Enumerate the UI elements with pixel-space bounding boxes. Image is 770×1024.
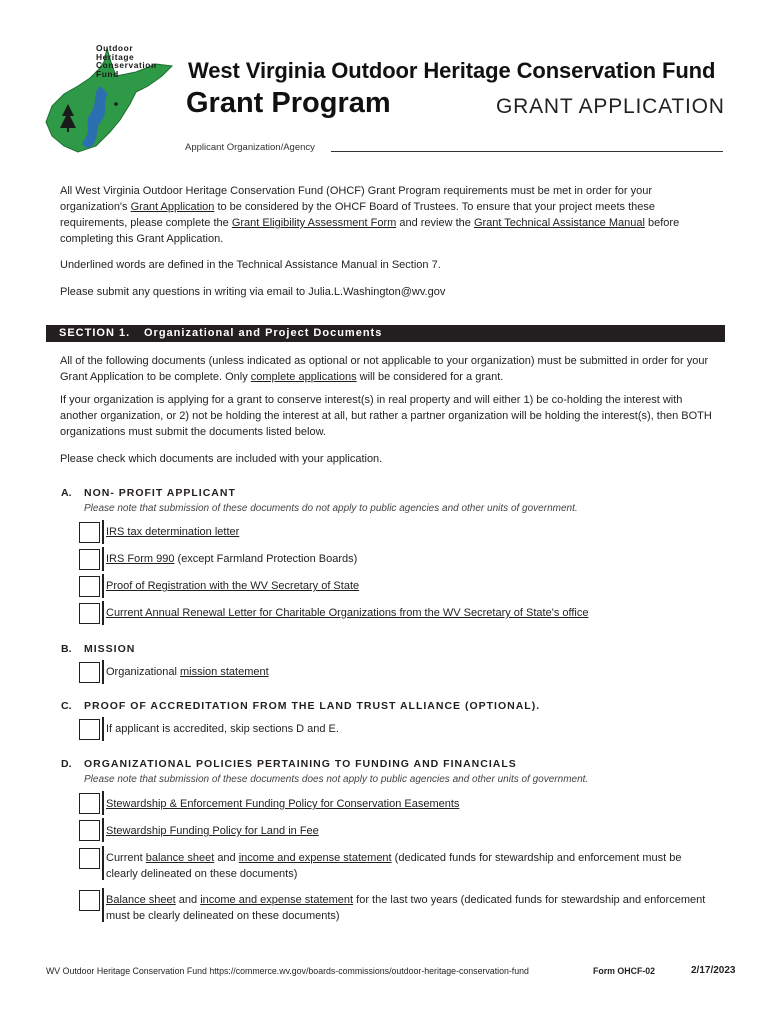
item-divider [102,888,104,922]
item-divider [102,574,104,598]
part-a-letter: A. [61,487,72,499]
logo-wordmark: Outdoor Heritage Conservation Fund [96,43,157,79]
contact-note: Please submit any questions in writing via email to Julia.L.Washington@wv.gov [60,286,446,298]
grant-application-link: Grant Application [130,201,215,213]
item-easement-policy: Stewardship & Enforcement Funding Policy for Conservation Easements [106,798,460,810]
footer-date: 2/17/2023 [691,965,736,976]
item-irs-letter: IRS tax determination letter [106,526,240,538]
section-title: Organizational and Project Documents [144,327,383,339]
program-subtitle: Grant Program [186,87,391,119]
part-a-heading: NON- PROFIT APPLICANT [84,487,236,499]
checkbox-land-fee-policy[interactable] [79,820,100,841]
checkbox-accreditation[interactable] [79,719,100,740]
part-d-note: Please note that submission of these documents does not apply to public agencies and other units of government. [84,774,589,785]
section-paragraph-3: Please check which documents are included with your application. [60,453,383,465]
section-paragraph-1: All of the following documents (unless indicated as optional or not applicable to your organization) must be submitted in order for your Grant Application to be complete. Only complete applications will be considered for a grant. [60,355,709,383]
part-a-note: Please note that submission of these documents do not apply to public agencies and other units of government. [84,503,578,514]
item-accreditation: If applicant is accredited, skip sections D and E. [106,723,339,735]
footer-form-number: Form OHCF-02 [593,966,656,976]
item-divider [102,717,104,741]
underlined-note: Underlined words are defined in the Technical Assistance Manual in Section 7. [60,259,441,271]
footer-url: https://commerce.wv.gov/boards-commissions/outdoor-heritage-conservation-fund [209,966,529,976]
checkbox-irs-990[interactable] [79,549,100,570]
item-registration: Proof of Registration with the WV Secretary of State [106,580,360,592]
checkbox-renewal-letter[interactable] [79,603,100,624]
applicant-label: Applicant Organization/Agency [185,142,315,153]
item-two-year-financials: Balance sheet and income and expense statement for the last two years (dedicated funds for stewardship and enforcement must be clearly delineated on these documents) [106,894,706,922]
section-header [46,325,725,342]
applicant-field[interactable] [331,151,723,152]
section-paragraph-2: If your organization is applying for a grant to conserve interest(s) in real property and will either 1) be co-holding the interest with another organization, or 2) not be holding the interest at all, but rather a partner organization will be holding the interest(s), then BOTH organizations must submit the documents listed below. [60,394,712,438]
program-title: West Virginia Outdoor Heritage Conservation Fund [188,58,716,83]
item-balance-sheet: Current balance sheet and income and expense statement (dedicated funds for stewardship and enforcement must be clearly delineated on these documents) [106,852,682,880]
part-c-heading: PROOF OF ACCREDITATION FROM THE LAND TRUST ALLIANCE (OPTIONAL). [84,700,541,712]
item-irs-990: IRS Form 990 (except Farmland Protection Boards) [106,553,358,565]
item-divider [102,660,104,684]
eligibility-form-link: Grant Eligibility Assessment Form [231,217,397,229]
checkbox-two-year-financials[interactable] [79,890,100,911]
part-b-heading: MISSION [84,643,136,655]
part-d-letter: D. [61,758,72,770]
item-divider [102,547,104,571]
item-mission: Organizational mission statement [106,666,269,678]
checkbox-irs-letter[interactable] [79,522,100,543]
item-divider [102,846,104,880]
part-b-letter: B. [61,643,72,655]
checkbox-easement-policy[interactable] [79,793,100,814]
checkbox-mission[interactable] [79,662,100,683]
section-number: SECTION 1. [59,327,131,339]
intro-paragraph: All West Virginia Outdoor Heritage Conservation Fund (OHCF) Grant Program requirements must be met in order for your organization's Grant Application to be considered by the OHCF Board of Trustees. To ensure that your project meets these requirements, please complete the Grant Eligibility Assessment Form and review the Grant Technical Assistance Manual before completing this Grant Application. [60,185,680,245]
part-d-heading: ORGANIZATIONAL POLICIES PERTAINING TO FUNDING AND FINANCIALS [84,758,517,770]
item-divider [102,601,104,625]
part-c-letter: C. [61,700,72,712]
item-divider [102,520,104,544]
item-land-fee-policy: Stewardship Funding Policy for Land in Fee [106,825,319,837]
document-type: GRANT APPLICATION [496,95,725,118]
technical-manual-link: Grant Technical Assistance Manual [473,217,645,229]
footer-org: WV Outdoor Heritage Conservation Fund https://commerce.wv.gov/boards-commissions/outdoor-heritage-conservation-fund [46,966,529,976]
checkbox-balance-sheet[interactable] [79,848,100,869]
checkbox-registration[interactable] [79,576,100,597]
item-divider [102,818,104,842]
complete-applications-link: complete applications [250,371,357,383]
item-divider [102,791,104,815]
item-renewal-letter: Current Annual Renewal Letter for Charitable Organizations from the WV Secretary of State's office [106,607,589,619]
